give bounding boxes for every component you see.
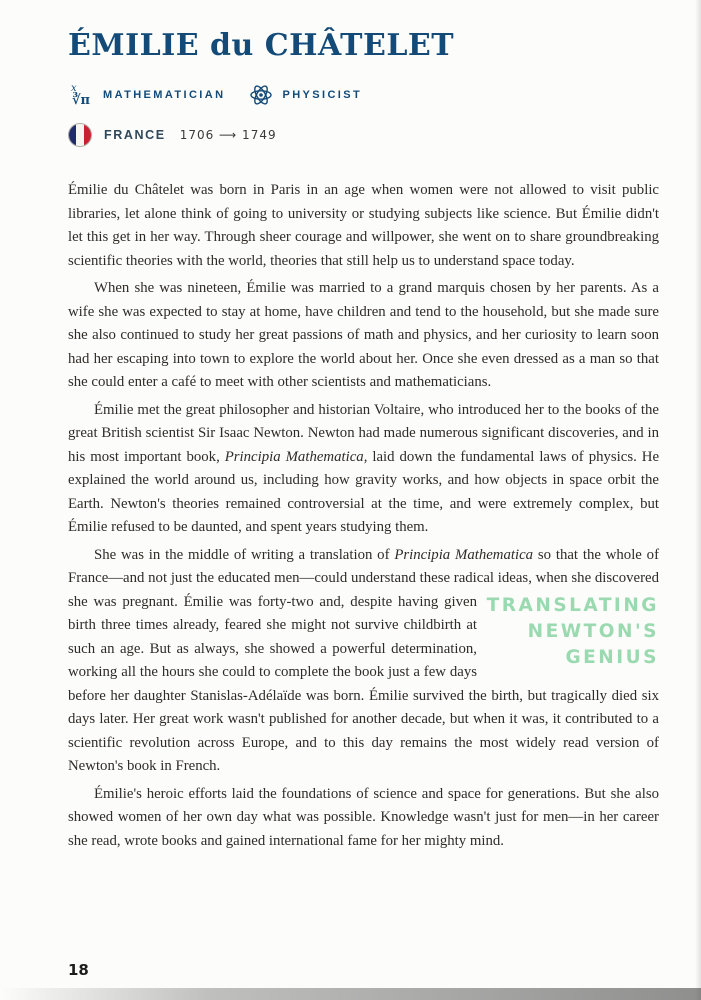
book-title-italic: Principia Mathematica	[394, 546, 534, 563]
flag-white-band	[76, 124, 83, 146]
page-header	[68, 28, 659, 147]
origin-row	[68, 123, 659, 147]
country-label: FRANCE	[104, 128, 166, 142]
paragraph	[68, 399, 659, 540]
article-body	[68, 179, 659, 853]
book-title-italic: Principia Mathematica	[224, 448, 364, 465]
watermark-text	[486, 593, 659, 675]
lifespan-label: 1706 ⟶ 1749	[179, 128, 277, 142]
text-segment: She was in the middle of writing a translation of	[94, 546, 395, 563]
page-footer	[68, 961, 89, 980]
flag-red-band	[84, 124, 91, 146]
text-segment: so that the whole of France—and not just the educated men—could understand these radical ideas, when she discovered she was pregnant. Émilie was forty-two and, despite having given	[68, 546, 660, 610]
text-segment: Émilie met the great philosopher and historian Voltaire, who introduced her to the books of the great British scientist Sir Isaac Newton. Newton had made numerous significant discoveries, and in his most important book,	[68, 401, 659, 465]
page-title: ÉMILIE du CHÂTELET	[68, 28, 455, 63]
watermark-line: NEWTON'S	[527, 620, 659, 642]
math-symbols-icon: x ∛π	[71, 82, 91, 108]
roles-row	[68, 83, 659, 107]
text-segment: , laid down the fundamental laws of physics. He explained the world around us, including how gravity works, and how objects in space orbit the Earth. Newton's theories remained controversial at the time, and were extremely complex, but Émilie refused to be daunted, and spent years studying them.	[68, 448, 660, 535]
paragraph	[68, 277, 659, 395]
text-segment: Émilie du Châtelet was born in Paris in an age when women were not allowed to visit public libraries, let alone think of going to university or studying subjects like science. But Émilie didn't let this get in her way. Through sheer courage and willpower, she went on to share groundbreaking scientific theories with the world, theories that still help us to understand space today.	[68, 182, 659, 269]
text-segment: birth three times already, feared she might not survive childbirth at such an age. But as always, she showed a powerful determination, working all the hours she could to complete the book just a few days before her daughter Stanislas-Adélaïde was born. Émilie survived the birth, but tragically died six days later. Her great work wasn't published for another decade, but when it was, it contributed to a scientific revolution across Europe, and to this day remains the most widely read version of Newton's book in French.	[68, 617, 659, 774]
france-flag-icon	[68, 123, 92, 147]
paragraph	[68, 783, 659, 854]
text-segment: Émilie's heroic efforts laid the foundations of science and space for generations. But she also showed women of her own day what was possible. Knowledge wasn't just for men—in her career she read, wrote books and gained international fame for her mighty mind.	[68, 785, 659, 849]
watermark-line: GENIUS	[565, 646, 659, 668]
text-segment: When she was nineteen, Émilie was married to a grand marquis chosen by her parents. As a wife she was expected to stay at home, have children and tend to the household, but she made sure she also continued to study her great passions of math and physics, and her curiosity to learn soon had her escaping into town to explore the world about her. Once she even dressed as a man so that she could enter a café to meet with other scientists and mathematicians.	[68, 280, 659, 390]
paragraph	[68, 544, 659, 779]
role-physicist-label: PHYSICIST	[282, 89, 363, 101]
atom-icon	[249, 83, 273, 107]
role-mathematician-label: MATHEMATICIAN	[103, 89, 226, 101]
watermark-line: TRANSLATING	[486, 594, 659, 616]
paragraph	[68, 179, 659, 273]
flag-blue-band	[69, 124, 76, 146]
page-number: 18	[68, 961, 89, 979]
